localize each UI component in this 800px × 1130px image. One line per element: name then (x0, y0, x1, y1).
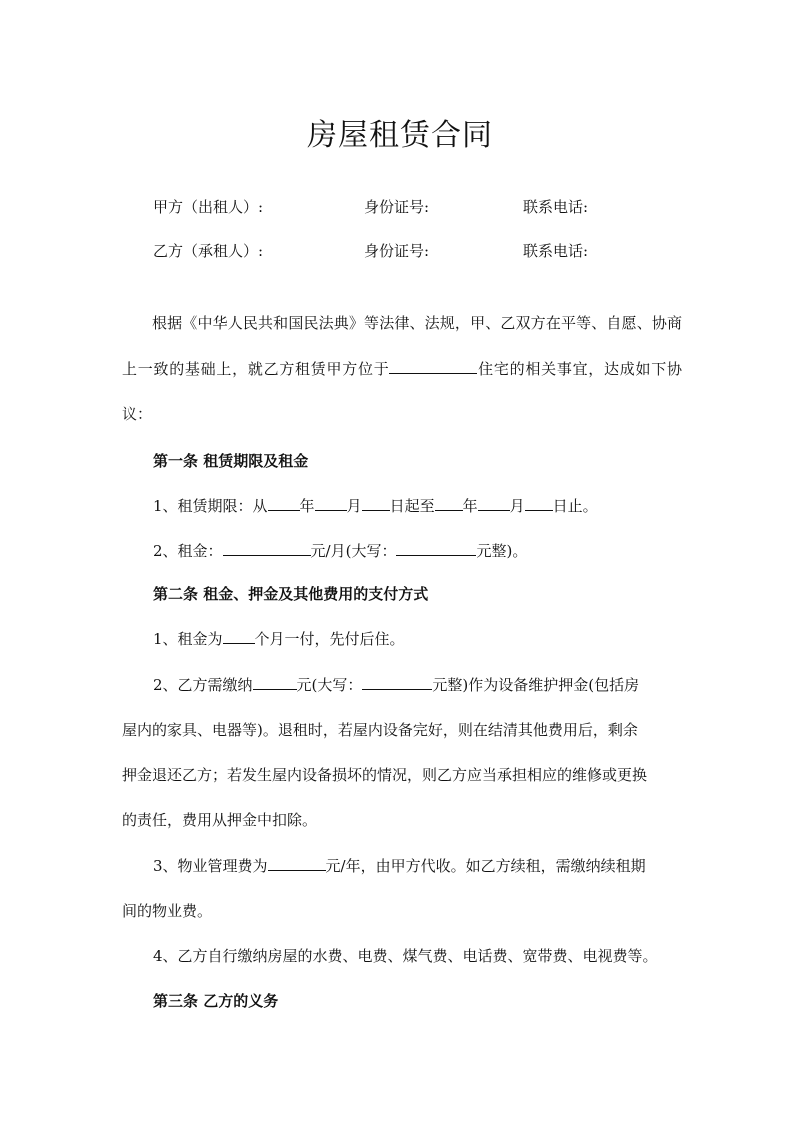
party-a-id-label: 身份证号: (364, 198, 430, 216)
party-b-role: 乙方（承租人）: (153, 242, 264, 260)
article-2-item-4: 4、乙方自行缴纳房屋的水费、电费、煤气费、电话费、宽带费、电视费等。 (153, 947, 658, 965)
party-b-row (0, 240, 800, 264)
item-text: 2、乙方需缴纳 (153, 676, 253, 694)
party-a-row (0, 196, 800, 220)
end-day-blank (525, 496, 553, 511)
item-text: 1、租赁期限：从 (153, 497, 268, 515)
start-day-blank (362, 496, 390, 511)
end-month-blank (478, 496, 510, 511)
item-text: 2、租金： (153, 542, 223, 560)
party-b-phone-label: 联系电话: (523, 242, 589, 260)
article-2-item-2-line-2: 屋内的家具、电器等)。退租时，若屋内设备完好，则在结清其他费用后，剩余 (122, 721, 638, 739)
rent-amount-blank (223, 541, 311, 556)
article-2-item-3 (153, 855, 646, 876)
item-text: 年 (299, 497, 315, 515)
document-title: 房屋租赁合同 (307, 118, 493, 153)
article-3-heading: 第三条 乙方的义务 (153, 992, 279, 1010)
item-text: 元/年，由甲方代收。如乙方续租，需缴纳续租期 (325, 857, 646, 875)
item-text: 元/月(大写： (310, 542, 397, 560)
item-text: 日起至 (389, 497, 435, 515)
article-1-item-2 (153, 540, 527, 561)
article-2-item-3-line-2: 间的物业费。 (122, 902, 213, 920)
article-2-item-2-line-3: 押金退还乙方；若发生屋内设备损坏的情况，则乙方应当承担相应的维修或更换 (122, 766, 648, 784)
article-2-item-1 (153, 628, 405, 649)
item-text: 1、租金为 (153, 630, 223, 648)
rent-uppercase-blank (396, 541, 476, 556)
item-text: 元整)作为设备维护押金(包括房 (432, 676, 640, 694)
start-month-blank (315, 496, 347, 511)
party-a-phone-label: 联系电话: (523, 198, 589, 216)
deposit-amount-blank (253, 675, 297, 690)
article-2-item-2 (153, 674, 639, 695)
item-text: 年 (462, 497, 478, 515)
item-text: 元(大写： (296, 676, 363, 694)
property-fee-blank (268, 856, 326, 871)
intro-text-2: 住宅的相关事宜，达成如下协议： (122, 359, 682, 423)
article-1-item-1 (153, 495, 598, 516)
item-text: 月 (346, 497, 362, 515)
party-b-id-label: 身份证号: (364, 242, 430, 260)
deposit-uppercase-blank (362, 675, 432, 690)
article-2-heading: 第二条 租金、押金及其他费用的支付方式 (153, 585, 429, 603)
end-year-blank (435, 496, 463, 511)
party-a-role: 甲方（出租人）: (153, 198, 264, 216)
item-text: 元整)。 (476, 542, 528, 560)
item-text: 3、物业管理费为 (153, 857, 268, 875)
address-blank (389, 359, 477, 374)
item-text: 日止。 (552, 497, 598, 515)
item-text: 个月一付，先付后住。 (254, 630, 405, 648)
start-year-blank (268, 496, 300, 511)
article-1-heading: 第一条 租赁期限及租金 (153, 452, 309, 470)
intro-paragraph (122, 301, 682, 438)
article-2-item-2-line-4: 的责任，费用从押金中扣除。 (122, 811, 318, 829)
item-text: 月 (509, 497, 525, 515)
intro-text-1: 根据《中华人民共和国民法典》等法律、法规，甲、乙双方在平等、自愿、协商上一致的基础上，就乙方租赁甲方位于 (122, 314, 682, 378)
payment-months-blank (223, 629, 255, 644)
